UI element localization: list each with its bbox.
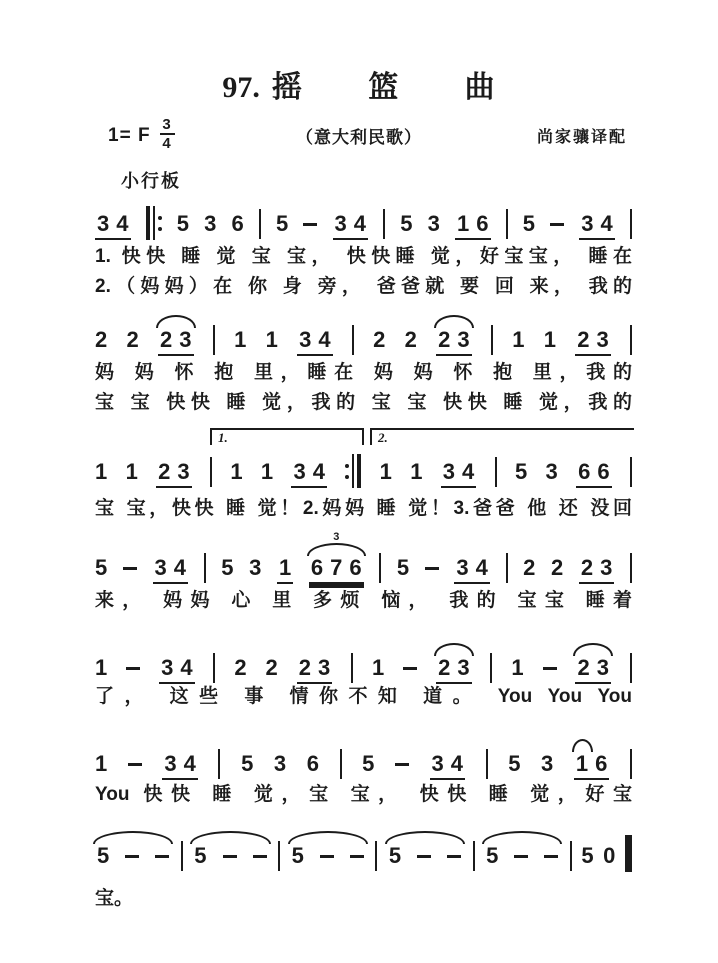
note-value: 0 bbox=[603, 843, 616, 868]
duration-dash bbox=[543, 667, 557, 670]
note bbox=[221, 556, 233, 584]
barline bbox=[379, 553, 381, 583]
barline bbox=[630, 209, 632, 239]
note-group bbox=[192, 844, 268, 872]
note-value: 3 bbox=[541, 751, 554, 776]
duration-dash bbox=[128, 763, 142, 766]
note-group bbox=[454, 556, 490, 584]
note-value: 2 bbox=[523, 555, 536, 580]
note bbox=[544, 328, 556, 356]
note-group bbox=[576, 460, 612, 488]
note bbox=[204, 212, 216, 240]
note-value: 5 bbox=[396, 555, 410, 580]
beamed-notes bbox=[277, 556, 293, 584]
lyrics-row: 2.（妈妈）在 你 身 旁， 爸爸就 要 回 来， 我的 bbox=[95, 276, 632, 297]
notes-row bbox=[95, 736, 632, 780]
note-value: 3 bbox=[177, 459, 190, 484]
repeat-thin-bar bbox=[352, 454, 354, 488]
note-value: 5 bbox=[581, 843, 594, 868]
note-group bbox=[309, 531, 364, 584]
beamed-notes bbox=[387, 844, 463, 872]
note bbox=[276, 212, 288, 240]
barline bbox=[351, 653, 353, 683]
beamed-notes bbox=[454, 556, 490, 584]
note-group bbox=[387, 844, 463, 872]
note bbox=[428, 212, 440, 240]
note bbox=[234, 656, 246, 684]
note-value: 3 bbox=[293, 459, 306, 484]
song-number: 97. bbox=[222, 71, 260, 104]
tempo-marking: 小行板 bbox=[121, 171, 181, 191]
note bbox=[95, 328, 107, 356]
note bbox=[515, 460, 527, 488]
note-value: 7 bbox=[330, 555, 343, 580]
beamed-notes bbox=[441, 460, 477, 488]
barline bbox=[473, 841, 475, 871]
note-value: 2 bbox=[577, 655, 590, 680]
note-value: 3 bbox=[456, 555, 469, 580]
note-value: 1 bbox=[372, 655, 385, 680]
volta-label: 1. bbox=[218, 430, 228, 445]
lyrics-row: 宝。 bbox=[95, 888, 134, 909]
note bbox=[512, 328, 524, 356]
note-group bbox=[95, 212, 131, 240]
note-value: 3 bbox=[457, 327, 470, 352]
note bbox=[511, 656, 523, 684]
note-group bbox=[333, 212, 369, 240]
note-value: 2 bbox=[265, 655, 278, 680]
note bbox=[551, 556, 563, 584]
barline bbox=[630, 325, 632, 355]
note-group bbox=[291, 460, 327, 488]
lyrics-row: 了， 这些 事 情你不知 道。 You You You bbox=[95, 686, 632, 707]
barline bbox=[375, 841, 377, 871]
note-value: 6 bbox=[349, 555, 362, 580]
notes-row bbox=[95, 531, 632, 584]
beamed-notes bbox=[158, 328, 194, 356]
duration-dash bbox=[544, 855, 558, 858]
note-value: 3 bbox=[427, 211, 440, 236]
note-value: 5 bbox=[514, 459, 528, 484]
note-value: 3 bbox=[581, 211, 594, 236]
barline bbox=[340, 749, 342, 779]
duration-dash bbox=[126, 667, 140, 670]
beamed-notes bbox=[192, 844, 268, 872]
note-value: 3 bbox=[154, 555, 167, 580]
duration-dash bbox=[320, 855, 334, 858]
note-value: 2 bbox=[373, 327, 386, 352]
lyrics-row: 1. 快快 睡 觉 宝 宝， 快快睡 觉，好宝宝， 睡在 bbox=[95, 246, 632, 267]
duration-dash bbox=[417, 855, 431, 858]
song-title: 摇 篮 曲 bbox=[271, 71, 496, 104]
note-value: 5 bbox=[508, 751, 521, 776]
barline bbox=[630, 653, 632, 683]
notes-row bbox=[95, 196, 632, 240]
note bbox=[546, 460, 558, 488]
barline bbox=[486, 749, 488, 779]
time-top: 3 bbox=[162, 116, 172, 133]
barline bbox=[218, 749, 220, 779]
note bbox=[266, 656, 278, 684]
note-value: 4 bbox=[450, 751, 464, 776]
barline bbox=[213, 653, 215, 683]
note-value: 5 bbox=[97, 843, 110, 868]
barline bbox=[352, 325, 354, 355]
duration-dash bbox=[223, 855, 237, 858]
beamed-notes bbox=[579, 212, 615, 240]
lyrics-row: You 快快 睡 觉，宝 宝， 快快 睡 觉，好宝 bbox=[95, 784, 632, 805]
barline bbox=[204, 553, 206, 583]
note-value: 3 bbox=[600, 555, 613, 580]
beamed-notes bbox=[575, 328, 611, 356]
duration-dash bbox=[514, 855, 528, 858]
barline bbox=[570, 841, 572, 871]
beamed-notes bbox=[455, 212, 491, 240]
translator-credit: 尚家骧译配 bbox=[536, 129, 627, 146]
note-group bbox=[162, 752, 198, 780]
volta-label: 2. bbox=[378, 430, 388, 445]
note-group bbox=[297, 656, 333, 684]
barline bbox=[506, 553, 508, 583]
note-group bbox=[153, 556, 189, 584]
barline bbox=[278, 841, 280, 871]
beamed-notes bbox=[430, 752, 466, 780]
lyrics-row: 宝 宝，快快 睡 觉！2.妈妈 睡 觉！3.爸爸 他 还 没回 bbox=[95, 498, 632, 519]
repeat-dot bbox=[158, 216, 162, 220]
note-value: 6 bbox=[595, 751, 608, 776]
repeat-dots bbox=[158, 216, 162, 231]
beamed-notes bbox=[575, 656, 611, 684]
notes-row bbox=[95, 640, 632, 684]
note-value: 2 bbox=[438, 655, 451, 680]
note-value: 3 bbox=[97, 211, 110, 236]
note-value: 1 bbox=[125, 459, 138, 484]
note-value: 2 bbox=[404, 327, 417, 352]
duration-dash bbox=[550, 223, 564, 226]
note-group bbox=[579, 212, 615, 240]
beamed-notes bbox=[579, 556, 615, 584]
notes-row bbox=[95, 444, 632, 488]
duration-dash bbox=[395, 763, 409, 766]
barline bbox=[491, 325, 493, 355]
note bbox=[127, 328, 139, 356]
note-value: 6 bbox=[306, 751, 319, 776]
note-group bbox=[436, 656, 472, 684]
note-value: 2 bbox=[158, 459, 171, 484]
beamed-notes bbox=[162, 752, 198, 780]
note-value: 5 bbox=[486, 843, 499, 868]
note-value: 1 bbox=[95, 459, 108, 484]
repeat-thin-bar bbox=[153, 206, 155, 240]
note bbox=[523, 556, 535, 584]
beamed-notes bbox=[95, 212, 131, 240]
barline bbox=[495, 457, 497, 487]
note-value: 1 bbox=[279, 555, 292, 580]
barline bbox=[181, 841, 183, 871]
note bbox=[241, 752, 253, 780]
volta-bracket bbox=[370, 428, 634, 445]
key-label: 1= F bbox=[108, 125, 151, 146]
note bbox=[232, 212, 244, 240]
note-value: 3 bbox=[334, 211, 347, 236]
note-value: 5 bbox=[176, 211, 189, 236]
note-value: 4 bbox=[318, 327, 331, 352]
note-group bbox=[277, 556, 293, 584]
beamed-notes bbox=[436, 656, 472, 684]
note bbox=[95, 460, 107, 488]
note-value: 3 bbox=[179, 327, 192, 352]
note-group bbox=[159, 656, 195, 684]
beamed-notes bbox=[484, 844, 560, 872]
barline bbox=[630, 749, 632, 779]
beamed-notes bbox=[333, 212, 369, 240]
time-bottom: 4 bbox=[162, 135, 172, 152]
note-value: 5 bbox=[388, 843, 402, 868]
note bbox=[234, 328, 246, 356]
note-value: 5 bbox=[221, 555, 234, 580]
note-value: 2 bbox=[234, 655, 247, 680]
note bbox=[266, 328, 278, 356]
note bbox=[126, 460, 138, 488]
note-value: 4 bbox=[462, 459, 475, 484]
note-value: 2 bbox=[298, 655, 311, 680]
barline bbox=[383, 209, 385, 239]
note bbox=[177, 212, 189, 240]
note-group bbox=[158, 328, 194, 356]
note-value: 6 bbox=[578, 459, 591, 484]
note-value: 1 bbox=[543, 327, 556, 352]
beamed-notes bbox=[291, 460, 327, 488]
note bbox=[362, 752, 374, 780]
barline bbox=[259, 209, 261, 239]
note-value: 1 bbox=[511, 655, 524, 680]
note bbox=[230, 460, 242, 488]
note-value: 1 bbox=[379, 459, 392, 484]
note-group bbox=[95, 844, 171, 872]
beamed-notes bbox=[95, 844, 171, 872]
note-value: 4 bbox=[183, 751, 196, 776]
barline bbox=[490, 653, 492, 683]
lyrics-row: 宝 宝 快快 睡 觉，我的 宝 宝 快快 睡 觉，我的 bbox=[95, 392, 632, 413]
note bbox=[372, 656, 384, 684]
note bbox=[95, 556, 107, 584]
duration-dash bbox=[253, 855, 267, 858]
beamed-notes bbox=[153, 556, 189, 584]
note-value: 6 bbox=[310, 555, 324, 580]
beamed-notes bbox=[576, 460, 612, 488]
note-value: 3 bbox=[204, 211, 217, 236]
note bbox=[307, 752, 319, 780]
note-value: 1 bbox=[95, 751, 108, 776]
beamed-notes bbox=[574, 752, 610, 780]
repeat-thick-bar bbox=[146, 206, 150, 240]
note-value: 5 bbox=[194, 843, 207, 868]
note bbox=[410, 460, 422, 488]
tuplet-label: 3 bbox=[333, 531, 340, 543]
repeat-dot bbox=[345, 475, 349, 479]
duration-dash bbox=[425, 567, 439, 570]
note-value: 5 bbox=[276, 211, 289, 236]
song-origin: （意大利民歌） bbox=[296, 128, 422, 147]
note-value: 1 bbox=[410, 459, 423, 484]
note-value: 4 bbox=[116, 211, 129, 236]
note-value: 6 bbox=[476, 211, 489, 236]
duration-dash bbox=[303, 223, 317, 226]
note bbox=[508, 752, 520, 780]
final-barline bbox=[625, 835, 632, 872]
note-group bbox=[574, 752, 610, 780]
note bbox=[397, 556, 409, 584]
note-group bbox=[575, 656, 611, 684]
note-value: 2 bbox=[126, 327, 139, 352]
note-group bbox=[575, 328, 611, 356]
note-group bbox=[297, 328, 333, 356]
note bbox=[523, 212, 535, 240]
note-value: 1 bbox=[230, 459, 243, 484]
note bbox=[249, 556, 261, 584]
note-value: 1 bbox=[457, 211, 470, 236]
beamed-notes bbox=[297, 328, 333, 356]
beamed-notes bbox=[436, 328, 472, 356]
note-value: 1 bbox=[575, 751, 589, 776]
note-value: 6 bbox=[597, 459, 610, 484]
note-value: 2 bbox=[551, 555, 564, 580]
note-value: 3 bbox=[249, 555, 262, 580]
volta-bracket bbox=[210, 428, 364, 445]
note-value: 5 bbox=[362, 751, 375, 776]
note bbox=[274, 752, 286, 780]
note bbox=[405, 328, 417, 356]
note-value: 5 bbox=[241, 751, 254, 776]
beamed-notes bbox=[297, 656, 333, 684]
beamed-notes bbox=[309, 556, 364, 584]
note-value: 3 bbox=[164, 751, 177, 776]
note-value: 3 bbox=[431, 751, 444, 776]
note-value: 5 bbox=[95, 555, 108, 580]
note bbox=[400, 212, 412, 240]
note-value: 3 bbox=[299, 327, 312, 352]
duration-dash bbox=[403, 667, 417, 670]
note-value: 4 bbox=[173, 555, 186, 580]
repeat-dots bbox=[345, 464, 349, 479]
note-value: 1 bbox=[265, 327, 278, 352]
barline bbox=[630, 553, 632, 583]
beamed-notes bbox=[159, 656, 195, 684]
note-value: 3 bbox=[442, 459, 456, 484]
note-value: 4 bbox=[600, 211, 613, 236]
note-group bbox=[290, 844, 366, 872]
repeat-dot bbox=[158, 227, 162, 231]
note-value: 3 bbox=[457, 655, 470, 680]
duration-dash bbox=[447, 855, 461, 858]
note-value: 5 bbox=[522, 211, 535, 236]
note-value: 2 bbox=[95, 327, 108, 352]
note-value: 4 bbox=[353, 211, 366, 236]
note bbox=[261, 460, 273, 488]
barline bbox=[213, 325, 215, 355]
note-value: 1 bbox=[234, 327, 247, 352]
note-group bbox=[579, 556, 615, 584]
duration-dash bbox=[125, 855, 139, 858]
note-value: 2 bbox=[580, 555, 594, 580]
note-value: 2 bbox=[577, 327, 590, 352]
note-value: 3 bbox=[596, 655, 609, 680]
note-value: 3 bbox=[273, 751, 287, 776]
note-value: 1 bbox=[512, 327, 525, 352]
note-value: 2 bbox=[160, 327, 173, 352]
note-value: 3 bbox=[545, 459, 558, 484]
note bbox=[603, 844, 615, 872]
note bbox=[380, 460, 392, 488]
note-group bbox=[441, 460, 477, 488]
beamed-notes bbox=[290, 844, 366, 872]
repeat-begin-icon bbox=[146, 206, 162, 240]
repeat-dot bbox=[345, 464, 349, 468]
note-value: 3 bbox=[317, 655, 331, 680]
note-value: 5 bbox=[400, 211, 413, 236]
note bbox=[95, 752, 107, 780]
repeat-thick-bar bbox=[357, 454, 361, 488]
barline bbox=[630, 457, 632, 487]
note-value: 4 bbox=[180, 655, 193, 680]
note bbox=[541, 752, 553, 780]
barline bbox=[506, 209, 508, 239]
notes-row bbox=[95, 312, 632, 356]
note-group bbox=[156, 460, 192, 488]
note-value: 1 bbox=[260, 459, 274, 484]
beamed-notes bbox=[156, 460, 192, 488]
note-group bbox=[436, 328, 472, 356]
note-group bbox=[455, 212, 491, 240]
duration-dash bbox=[155, 855, 169, 858]
note-value: 4 bbox=[475, 555, 488, 580]
note-value: 1 bbox=[95, 655, 108, 680]
notes-row bbox=[95, 828, 632, 872]
repeat-end-icon bbox=[345, 454, 361, 488]
barline bbox=[210, 457, 212, 487]
duration-dash bbox=[350, 855, 364, 858]
note bbox=[373, 328, 385, 356]
note bbox=[95, 656, 107, 684]
note-value: 3 bbox=[596, 327, 609, 352]
duration-dash bbox=[123, 567, 137, 570]
note-group bbox=[484, 844, 560, 872]
note-group bbox=[430, 752, 466, 780]
note-value: 5 bbox=[291, 843, 304, 868]
note-value: 2 bbox=[438, 327, 451, 352]
note-value: 3 bbox=[161, 655, 174, 680]
note-value: 6 bbox=[231, 211, 244, 236]
note bbox=[581, 844, 593, 872]
note-value: 4 bbox=[312, 459, 325, 484]
lyrics-row: 妈 妈 怀 抱 里，睡在 妈 妈 怀 抱 里，我的 bbox=[95, 362, 632, 383]
lyrics-row: 来， 妈妈 心 里 多烦 恼， 我的 宝宝 睡着 bbox=[95, 590, 632, 611]
